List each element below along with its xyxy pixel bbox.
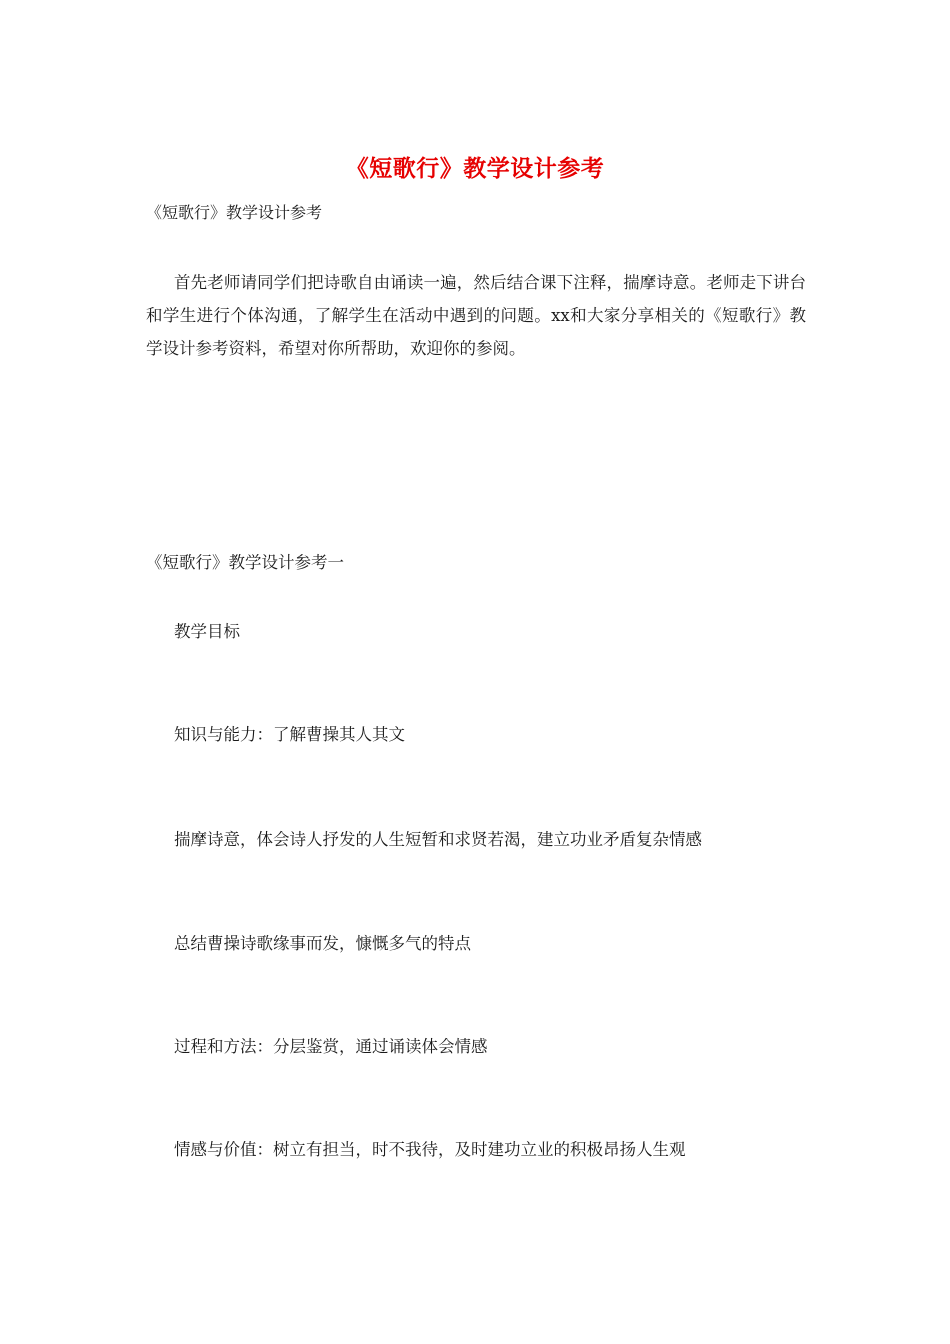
document-title: 《短歌行》教学设计参考 — [345, 155, 605, 182]
goal-item: 知识与能力：了解曹操其人其文 — [174, 725, 405, 744]
goals-heading: 教学目标 — [174, 622, 240, 641]
intro-paragraph: 首先老师请同学们把诗歌自由诵读一遍，然后结合课下注释，揣摩诗意。老师走下讲台和学生进行个体沟通，了解学生在活动中遇到的问题。xx和大家分享相关的《短歌行》教学设计参考资料，希望对你所帮助，欢迎你的参阅。 — [146, 273, 806, 358]
section-heading: 《短歌行》教学设计参考一 — [146, 553, 344, 572]
document-subtitle: 《短歌行》教学设计参考 — [146, 203, 323, 222]
goal-item: 情感与价值：树立有担当，时不我待，及时建功立业的积极昂扬人生观 — [174, 1140, 686, 1159]
goal-item: 过程和方法：分层鉴赏，通过诵读体会情感 — [174, 1037, 488, 1056]
goal-item: 揣摩诗意，体会诗人抒发的人生短暂和求贤若渴，建立功业矛盾复杂情感 — [174, 830, 702, 849]
goal-item: 总结曹操诗歌缘事而发，慷慨多气的特点 — [174, 934, 471, 953]
